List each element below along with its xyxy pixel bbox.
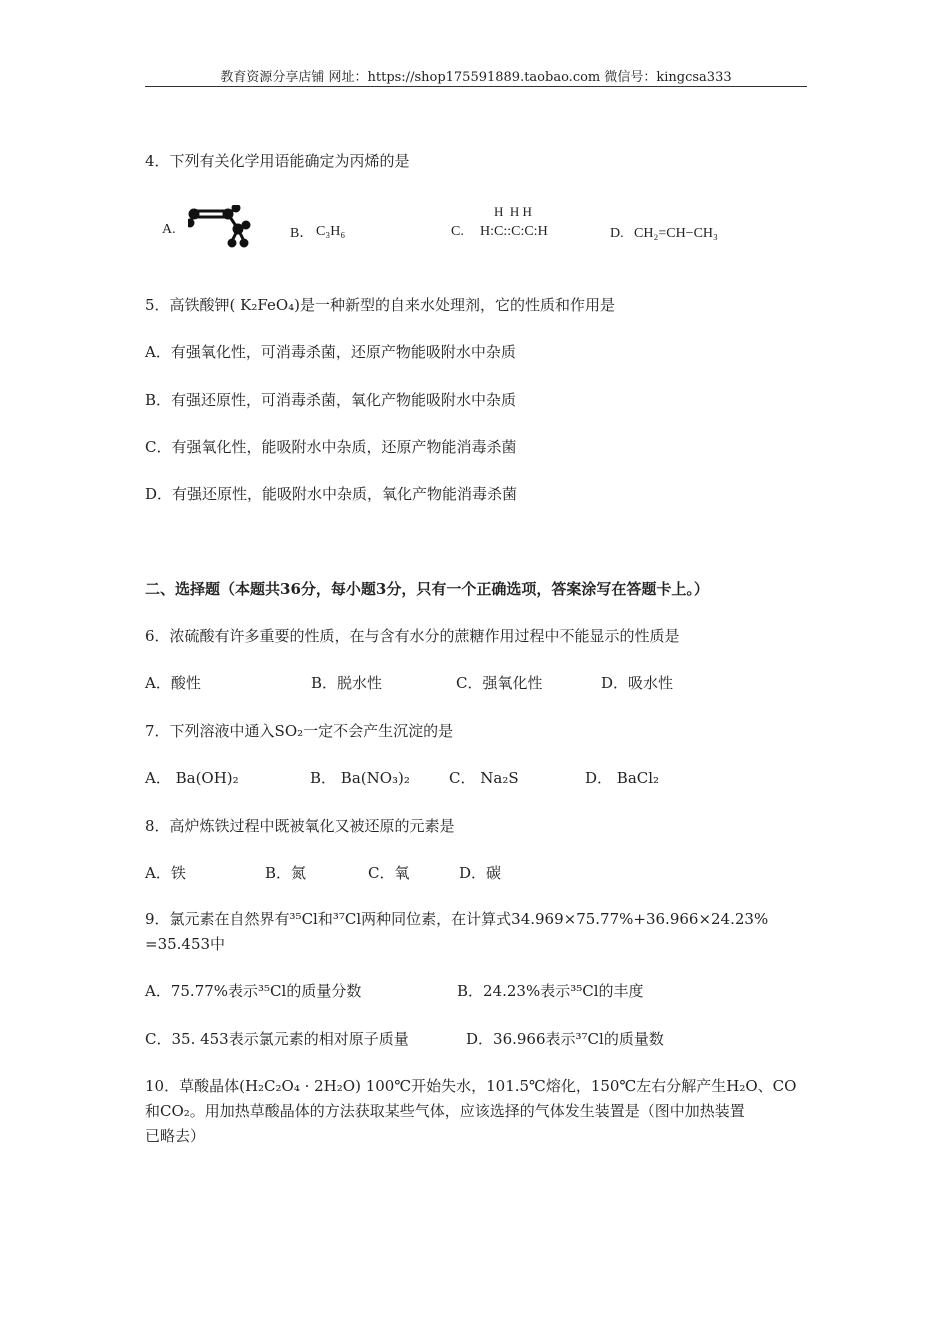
q8-option-b: B．氮 xyxy=(265,864,307,882)
q7-option-b: B． Ba(NO₃)₂ xyxy=(310,769,410,787)
q8-stem: 8．高炉炼铁过程中既被氧化又被还原的元素是 xyxy=(145,817,455,835)
q9-option-c: C．35. 453表示氯元素的相对原子质量 xyxy=(145,1030,409,1048)
q4-option-c-label: C. xyxy=(451,224,464,239)
q7-option-c: C． Na₂S xyxy=(449,769,519,787)
q9-stem-line2: =35.453中 xyxy=(145,935,226,953)
q6-option-b: B．脱水性 xyxy=(311,674,383,692)
q6-option-c: C．强氧化性 xyxy=(456,674,543,692)
q9-option-b: B．24.23%表示³⁵Cl的丰度 xyxy=(457,982,644,1000)
q7-option-d: D． BaCl₂ xyxy=(585,769,660,787)
q8-option-c: C．氧 xyxy=(368,864,410,882)
q4-electron-formula: H:C::C:C:H xyxy=(480,224,548,239)
q5-option-b: B．有强还原性，可消毒杀菌，氧化产物能吸附水中杂质 xyxy=(145,391,517,409)
q9-option-a: A．75.77%表示³⁵Cl的质量分数 xyxy=(145,982,362,1000)
q7-option-a: A． Ba(OH)₂ xyxy=(145,769,239,787)
q5-option-a: A．有强氧化性，可消毒杀菌，还原产物能吸附水中杂质 xyxy=(145,343,516,361)
q4-option-d-formula: CH₂=CH−CH₃ xyxy=(634,226,718,241)
q10-stem-line1: 10．草酸晶体(H₂C₂O₄ · 2H₂O) 100℃开始失水，101.5℃熔化，150℃左右分解产生H₂O、CO xyxy=(145,1077,797,1095)
q10-stem-line2: 和CO₂。用加热草酸晶体的方法获取某些气体，应该选择的气体发生装置是（图中加热装置 xyxy=(145,1102,745,1120)
q4-option-b-formula: C₃H₆ xyxy=(316,224,346,239)
q9-stem-line1: 9．氯元素在自然界有³⁵Cl和³⁷Cl两种同位素，在计算式34.969×75.77%+36.966×24.23% xyxy=(145,910,769,928)
section-two-title: 二、选择题（本题共36分，每小题3分，只有一个正确选项，答案涂写在答题卡上。） xyxy=(145,580,709,598)
q7-stem: 7．下列溶液中通入SO₂一定不会产生沉淀的是 xyxy=(145,722,454,740)
page-header: 教育资源分享店铺 网址：https://shop175591889.taobao.com 微信号：kingcsa333 xyxy=(220,70,732,85)
q4-ball-stick-model xyxy=(188,205,253,253)
q4-stem: 4．下列有关化学用语能确定为丙烯的是 xyxy=(145,152,410,170)
q9-option-d: D．36.966表示³⁷Cl的质量数 xyxy=(466,1030,664,1048)
q6-stem: 6．浓硫酸有许多重要的性质，在与含有水分的蔗糖作用过程中不能显示的性质是 xyxy=(145,627,680,645)
q5-stem: 5．高铁酸钾( K₂FeO₄)是一种新型的自来水处理剂，它的性质和作用是 xyxy=(145,296,616,314)
q4-option-b-label: B． xyxy=(290,226,314,241)
q4-option-a-label: A. xyxy=(162,222,176,237)
q5-option-c: C．有强氧化性，能吸附水中杂质，还原产物能消毒杀菌 xyxy=(145,438,517,456)
q8-option-a: A．铁 xyxy=(145,864,186,882)
q8-option-d: D．碳 xyxy=(459,864,502,882)
q5-option-d: D．有强还原性，能吸附水中杂质，氧化产物能消毒杀菌 xyxy=(145,485,518,503)
q10-stem-line3: 已略去） xyxy=(145,1127,206,1145)
q4-electron-formula-top: H H H xyxy=(494,204,532,219)
q4-option-d-label: D. xyxy=(610,226,624,241)
header-divider xyxy=(145,86,807,87)
q6-option-d: D．吸水性 xyxy=(601,674,674,692)
q6-option-a: A．酸性 xyxy=(145,674,201,692)
